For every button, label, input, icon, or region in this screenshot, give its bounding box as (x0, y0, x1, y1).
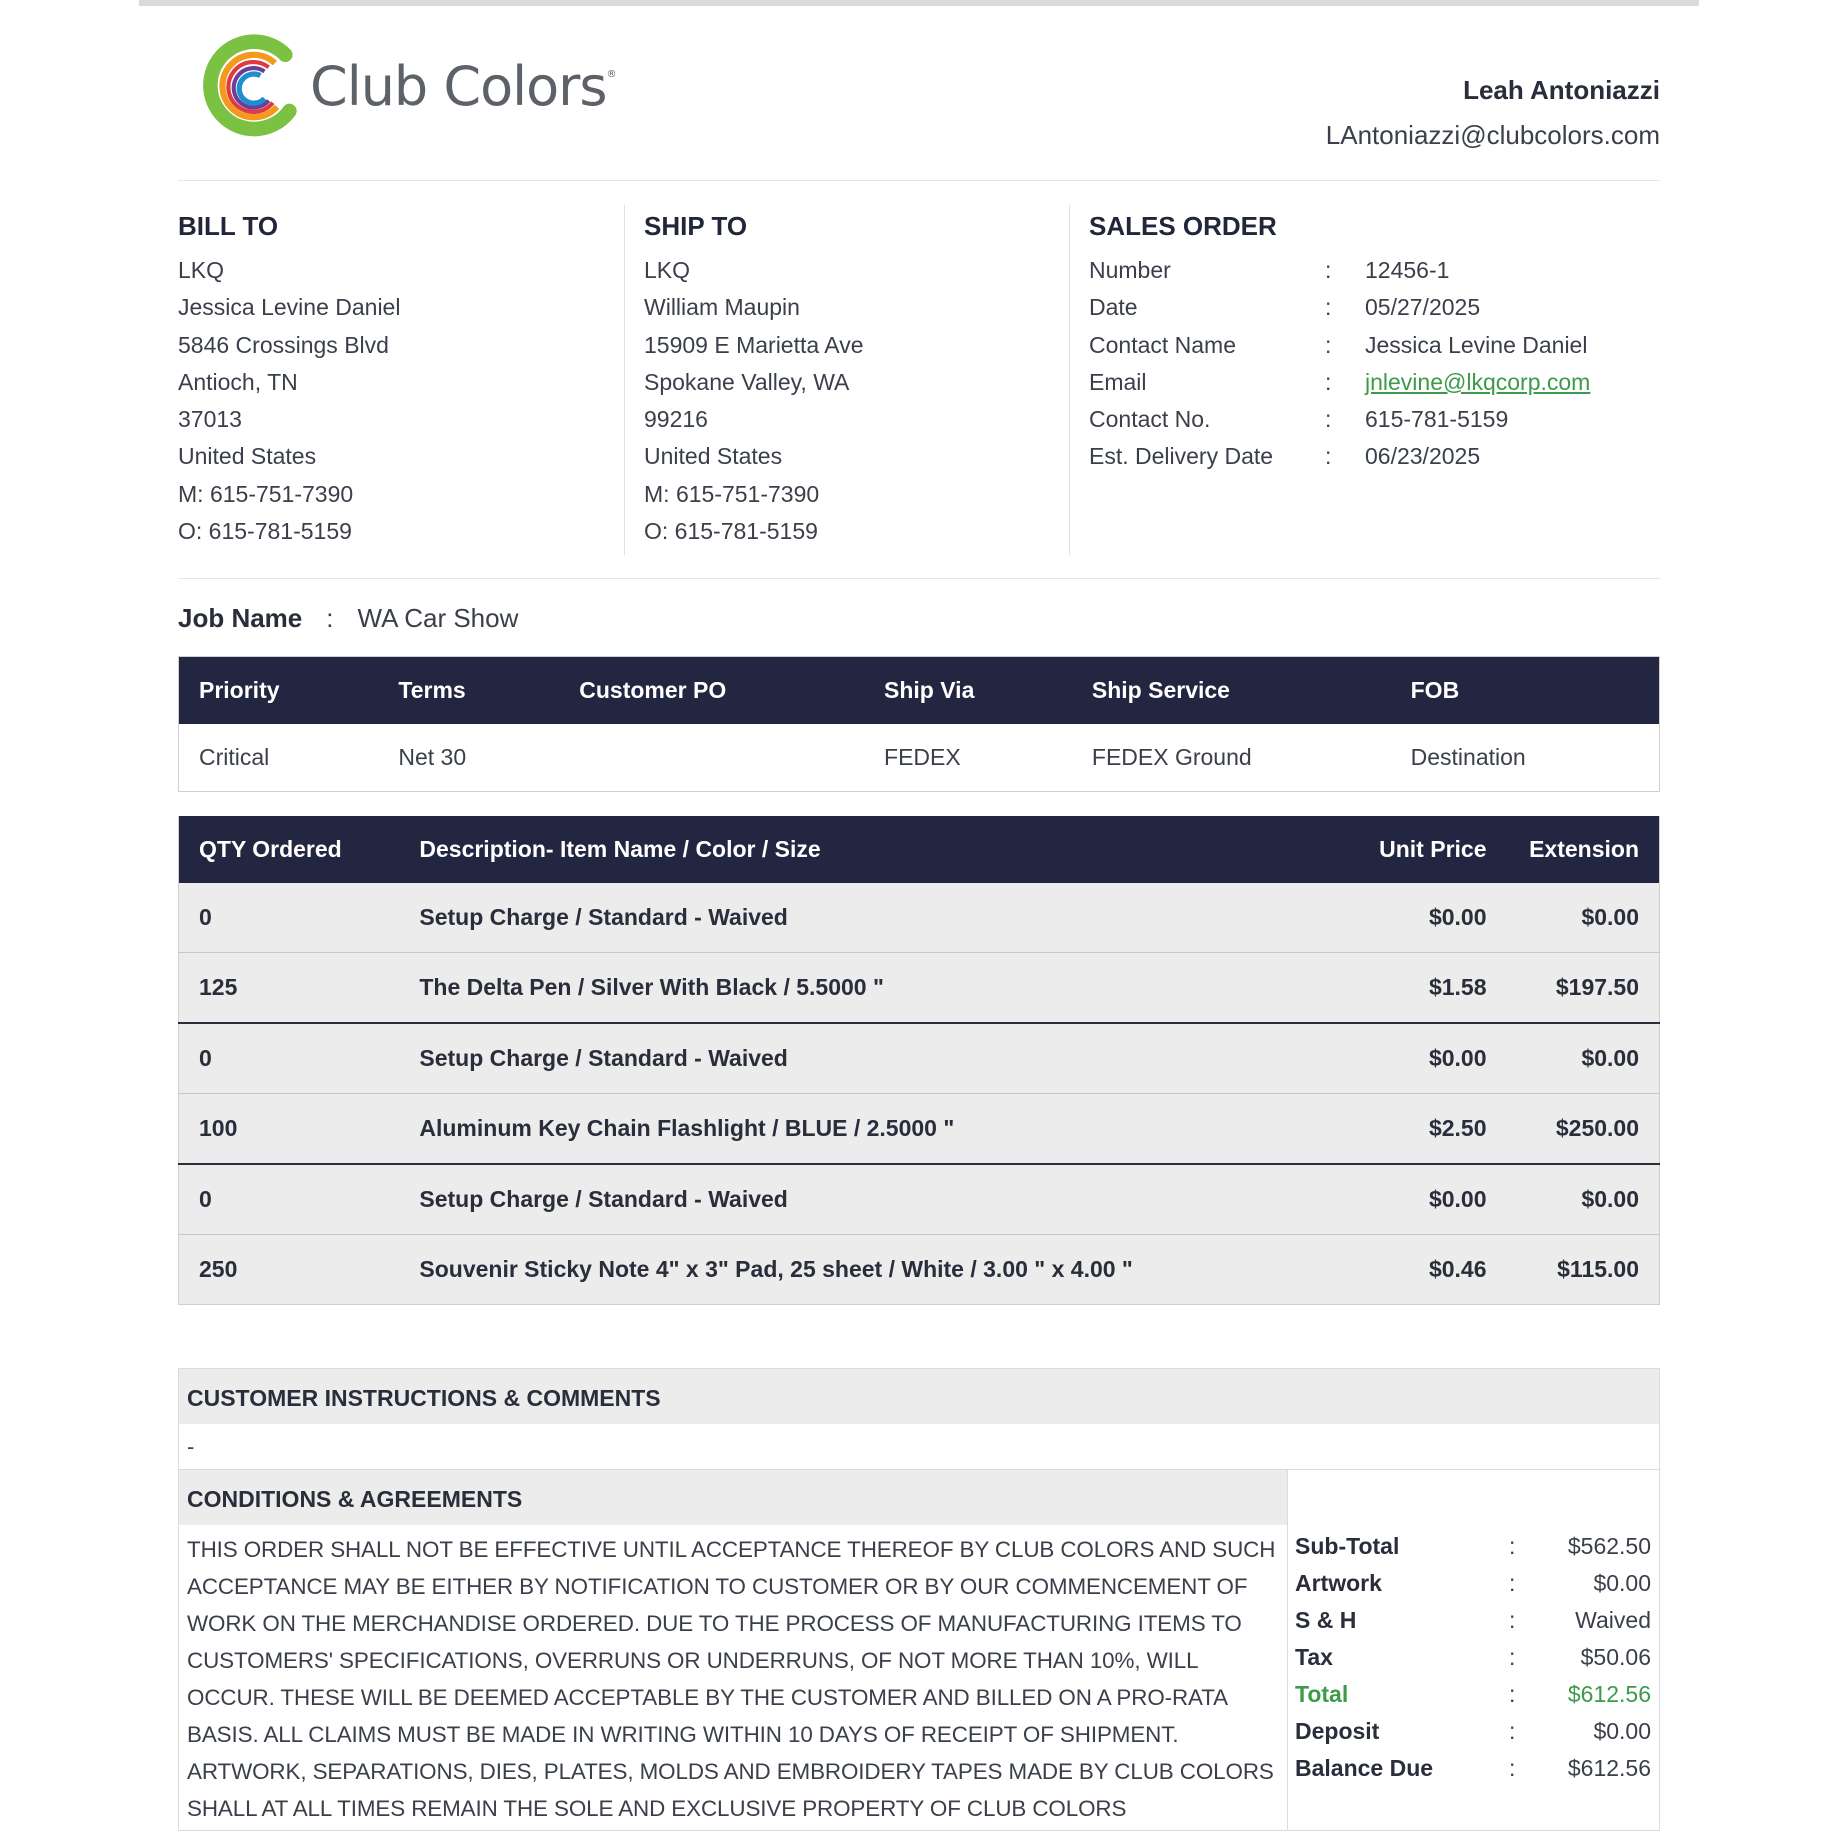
extension-cell: $0.00 (1507, 1023, 1660, 1094)
ship-to-line: 15909 E Marietta Ave (644, 331, 864, 358)
totals-label: Deposit (1295, 1718, 1380, 1744)
so-value: Jessica Levine Daniel (1365, 331, 1588, 358)
table-row (179, 1235, 1660, 1305)
so-value: 06/23/2025 (1365, 443, 1481, 470)
ship-to-line: William Maupin (644, 294, 800, 321)
ship-to-line: Spokane Valley, WA (644, 368, 850, 395)
totals-row-deposit (1295, 1713, 1651, 1750)
totals-value: $0.00 (1593, 1718, 1651, 1744)
extension-cell: $250.00 (1507, 1094, 1660, 1165)
customer-po-cell (559, 724, 864, 792)
so-label: Contact No. (1089, 406, 1211, 433)
unit-price-cell: $1.58 (1337, 953, 1507, 1024)
qty-cell: 0 (179, 1023, 400, 1094)
unit-price-cell: $0.00 (1337, 1164, 1507, 1235)
totals-value: $612.56 (1567, 1681, 1651, 1707)
so-colon: : (1325, 257, 1332, 283)
qty-cell: 0 (179, 1164, 400, 1235)
job-name (178, 598, 518, 638)
table-row (179, 1023, 1660, 1094)
priority-cell: Critical (199, 744, 270, 770)
totals-row-balance-due (1295, 1750, 1651, 1787)
table-row (179, 1164, 1660, 1235)
bill-to-line: United States (178, 443, 317, 470)
col-header-ship-via: Ship Via (864, 657, 1072, 725)
qty-cell: 125 (179, 953, 400, 1024)
so-colon: : (1325, 331, 1332, 358)
extension-cell: $115.00 (1507, 1235, 1660, 1305)
totals-row-shipping (1295, 1602, 1651, 1639)
bill-to-title: BILL TO (178, 211, 279, 241)
bill-to-line: Antioch, TN (178, 368, 298, 395)
ship-to-line: M: 615-751-7390 (644, 480, 820, 507)
bill-to-line: Jessica Levine Daniel (178, 294, 401, 321)
qty-cell: 0 (179, 883, 400, 953)
description-cell: Aluminum Key Chain Flashlight / BLUE / 2.5000 " (399, 1094, 1336, 1165)
ship-service-cell: FEDEX Ground (1091, 744, 1252, 770)
so-row-contact-no (1089, 401, 1660, 438)
col-header-ship-service: Ship Service (1072, 657, 1391, 725)
so-colon: : (1325, 368, 1332, 395)
ship-via-cell: FEDEX (884, 744, 961, 770)
totals-row-total (1295, 1676, 1651, 1713)
totals-label: Artwork (1295, 1570, 1382, 1596)
bill-to-line: M: 615-751-7390 (178, 480, 354, 507)
qty-cell: 250 (179, 1235, 400, 1305)
items-header-row (179, 816, 1660, 883)
bill-to-section (178, 205, 625, 555)
description-cell: Souvenir Sticky Note 4" x 3" Pad, 25 sheet / White / 3.00 " x 4.00 " (399, 1235, 1336, 1305)
totals-colon: : (1509, 1755, 1516, 1781)
totals-label: S & H (1295, 1607, 1357, 1633)
ship-to-line: O: 615-781-5159 (644, 518, 818, 545)
terms-cell: Net 30 (398, 744, 467, 770)
totals-label: Sub-Total (1295, 1533, 1400, 1559)
sales-order-section (1089, 205, 1660, 555)
so-row-contact-name (1089, 327, 1660, 364)
job-colon: : (326, 602, 334, 633)
qty-cell: 100 (179, 1094, 400, 1165)
description-cell: Setup Charge / Standard - Waived (399, 1023, 1336, 1094)
col-header-description: Description- Item Name / Color / Size (399, 816, 1336, 883)
so-label: Contact Name (1089, 331, 1237, 358)
conditions-section (178, 1470, 1288, 1831)
totals-colon: : (1509, 1644, 1516, 1670)
rep-email: LAntoniazzi@clubcolors.com (1325, 120, 1660, 150)
col-header-customer-po: Customer PO (559, 657, 864, 725)
totals-colon: : (1509, 1718, 1516, 1744)
so-row-email (1089, 364, 1660, 401)
totals-row-tax (1295, 1639, 1651, 1676)
so-row-date (1089, 289, 1660, 326)
totals-list (1295, 1528, 1651, 1787)
col-header-fob: FOB (1391, 657, 1660, 725)
description-cell: Setup Charge / Standard - Waived (399, 883, 1336, 953)
table-row (179, 1094, 1660, 1165)
unit-price-cell: $0.00 (1337, 883, 1507, 953)
ship-to-line: 99216 (644, 406, 708, 433)
unit-price-cell: $0.46 (1337, 1235, 1507, 1305)
ship-to-title: SHIP TO (644, 211, 748, 241)
club-colors-logo-icon (200, 34, 304, 138)
bill-to-line: 37013 (178, 406, 242, 433)
table-row (179, 953, 1660, 1024)
divider (178, 578, 1660, 579)
sales-rep (1326, 75, 1660, 151)
so-colon: : (1325, 294, 1332, 321)
job-name-value: WA Car Show (357, 602, 519, 633)
totals-value: $50.06 (1580, 1644, 1651, 1670)
totals-row-subtotal (1295, 1528, 1651, 1565)
totals-label: Balance Due (1295, 1755, 1434, 1781)
so-value: 615-781-5159 (1365, 406, 1509, 433)
rep-name: Leah Antoniazzi (1463, 75, 1660, 105)
col-header-priority: Priority (179, 657, 379, 725)
extension-cell: $0.00 (1507, 883, 1660, 953)
extension-cell: $0.00 (1507, 1164, 1660, 1235)
fob-cell: Destination (1410, 744, 1526, 770)
job-name-label: Job Name (178, 602, 303, 633)
contact-email-link[interactable]: jnlevine@lkqcorp.com (1365, 368, 1591, 395)
totals-colon: : (1509, 1570, 1516, 1596)
totals-label: Tax (1295, 1644, 1333, 1670)
description-cell: The Delta Pen / Silver With Black / 5.5000 " (399, 953, 1336, 1024)
so-value: 05/27/2025 (1365, 294, 1481, 321)
col-header-terms: Terms (378, 657, 559, 725)
totals-colon: : (1509, 1681, 1516, 1707)
top-bar (139, 0, 1699, 6)
company-name: Club Colors® (310, 54, 616, 118)
line-items-table (178, 816, 1660, 1305)
shipping-row (179, 724, 1660, 792)
bill-to-line: 5846 Crossings Blvd (178, 331, 389, 358)
sales-order-title: SALES ORDER (1089, 211, 1277, 241)
conditions-title: CONDITIONS & AGREEMENTS (179, 1470, 1287, 1525)
totals-value: $0.00 (1593, 1570, 1651, 1596)
bill-to-line: O: 615-781-5159 (178, 518, 352, 545)
totals-row-artwork (1295, 1565, 1651, 1602)
totals-section (1287, 1470, 1660, 1831)
extension-cell: $197.50 (1507, 953, 1660, 1024)
ship-to-line: LKQ (644, 257, 691, 283)
so-label: Date (1089, 294, 1138, 321)
unit-price-cell: $2.50 (1337, 1094, 1507, 1165)
so-value: 12456-1 (1365, 257, 1450, 283)
shipping-info-table (178, 656, 1660, 792)
totals-value: Waived (1575, 1607, 1651, 1633)
so-label: Number (1089, 257, 1171, 283)
col-header-qty: QTY Ordered (179, 816, 400, 883)
so-row-number (1089, 252, 1660, 289)
ship-to-line: United States (644, 443, 783, 470)
so-label: Est. Delivery Date (1089, 443, 1274, 470)
totals-label: Total (1295, 1681, 1349, 1707)
totals-value: $562.50 (1567, 1533, 1651, 1559)
header (178, 30, 1660, 181)
totals-value: $612.56 (1567, 1755, 1651, 1781)
col-header-unit-price: Unit Price (1337, 816, 1507, 883)
so-row-delivery-date (1089, 438, 1660, 475)
so-colon: : (1325, 406, 1332, 433)
customer-instructions-title: CUSTOMER INSTRUCTIONS & COMMENTS (179, 1369, 1659, 1424)
ship-to-section (644, 205, 1070, 555)
table-row (179, 883, 1660, 953)
customer-instructions-section (178, 1368, 1660, 1470)
col-header-extension: Extension (1507, 816, 1660, 883)
so-colon: : (1325, 443, 1332, 470)
customer-instructions-body: - (187, 1434, 195, 1459)
unit-price-cell: $0.00 (1337, 1023, 1507, 1094)
conditions-body: THIS ORDER SHALL NOT BE EFFECTIVE UNTIL ACCEPTANCE THEREOF BY CLUB COLORS AND SUCH ACCEPTANCE MAY BE EITHER BY NOTIFICATION TO CUSTOMER OR BY OUR COMMENCEMENT OF WORK ON THE MERCHANDISE ORDERED. DUE TO THE PROCESS OF MANUFACTURING ITEMS TO CUSTOMERS' SPECIFICATIONS, OVERRUNS OR UNDERRUNS, OF NOT MORE THAN 10%, WILL OCCUR. THESE WILL BE DEEMED ACCEPTABLE BY THE CUSTOMER AND BILLED ON A PRO-RATA BASIS. ALL CLAIMS MUST BE MADE IN WRITING WITHIN 10 DAYS OF RECEIPT OF SHIPMENT. ARTWORK, SEPARATIONS, DIES, PLATES, MOLDS AND EMBROIDERY TAPES MADE BY CLUB COLORS SHALL AT ALL TIMES REMAIN THE SOLE AND EXCLUSIVE PROPERTY OF CLUB COLORS (187, 1537, 1276, 1821)
totals-colon: : (1509, 1533, 1516, 1559)
shipping-header-row (179, 657, 1660, 725)
bill-to-line: LKQ (178, 257, 225, 283)
description-cell: Setup Charge / Standard - Waived (399, 1164, 1336, 1235)
so-label: Email (1089, 368, 1147, 395)
company-logo (200, 34, 616, 138)
totals-colon: : (1509, 1607, 1516, 1633)
